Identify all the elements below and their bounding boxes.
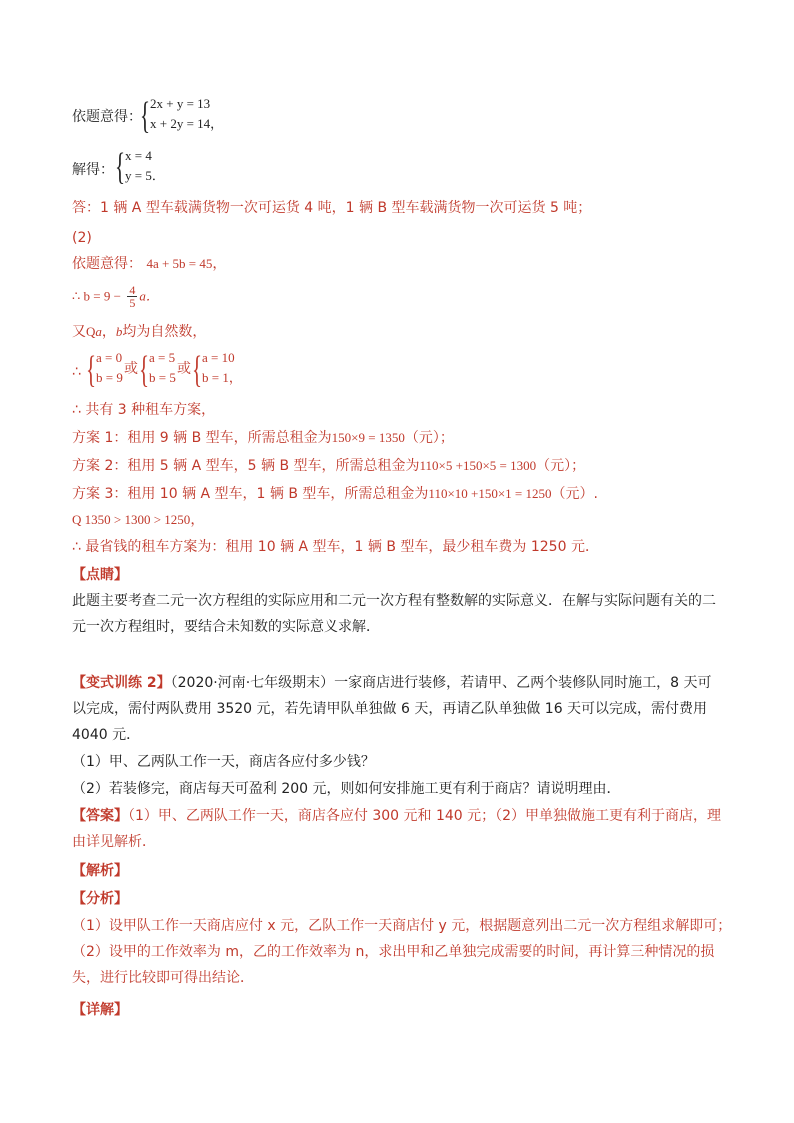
variant-answer: 【答案】（1）甲、乙两队工作一天，商店各应付 300 元和 140 元；（2）甲单独做施工更有利于商店，理由详见解析． (72, 808, 722, 850)
comparison: Q 1350 > 1300 > 1250， (72, 512, 205, 528)
cases-brace-3: { (192, 349, 203, 391)
dianjing-body: 此题主要考查二元一次方程组的实际应用和二元一次方程有整数解的实际意义．在解与实际问题有关的二元一次方程组时，要结合未知数的实际意义求解． (72, 593, 716, 635)
or-2: 或 (177, 361, 191, 377)
conclusion: ∴ 最省钱的租车方案为：租用 10 辆 A 型车，1 辆 B 型车，最少租车费为 1250 元． (72, 539, 599, 555)
plan-3: 方案 3：租用 10 辆 A 型车，1 辆 B 型车，所需总租金为110×10 +150×1 = 1250（元）. (72, 486, 598, 502)
answer-part1: 答：1 辆 A 型车载满货物一次可运货 4 吨，1 辆 B 型车载满货物一次可运货 5 吨； (72, 200, 592, 216)
therefore-symbol: ∴ (72, 364, 81, 380)
case3-b: b = 1， (202, 370, 242, 385)
question-2: （2）若装修完，商店每天可盈利 200 元，则如何安排施工更有利于商店？请说明理由． (72, 781, 621, 797)
system-brace-1: { (140, 95, 151, 137)
question-1: （1）甲、乙两队工作一天，商店各应付多少钱？ (72, 754, 375, 770)
analysis-1: （1）设甲队工作一天商店应付 x 元，乙队工作一天商店付 y 元，根据题意列出二元一次方程组求解即可； (72, 918, 732, 934)
xiangjie-title: 【详解】 (72, 1002, 128, 1018)
variant-problem: 【变式训练 2】（2020·河南·七年级期末）一家商店进行装修，若请甲、乙两个装修队同时施工，8 天可以完成，需付两队费用 3520 元，若先请甲队单独做 6 天，再请乙队单独做 16 天可以完成，需付费用 4040 元． (72, 675, 712, 743)
system-eq1: 2x + y = 13 (150, 96, 211, 111)
case2-b: b = 5 (149, 370, 176, 385)
case1-b: b = 9 (96, 370, 123, 385)
total-plans: ∴ 共有 3 种租车方案， (72, 402, 216, 418)
case1-a: a = 0 (96, 350, 123, 365)
solution-brace: { (115, 146, 126, 188)
analysis-2: （2）设甲的工作效率为 m，乙的工作效率为 n，求出甲和乙单独完成需要的时间，再计算三种情况的损失，进行比较即可得出结论． (72, 944, 715, 986)
plan-2: 方案 2：租用 5 辆 A 型车，5 辆 B 型车，所需总租金为110×5 +150×5 = 1300（元）； (72, 458, 586, 474)
cases-brace-2: { (139, 349, 150, 391)
label-jiede: 解得： (72, 162, 114, 178)
solution-y: y = 5． (125, 168, 165, 183)
cases-brace-1: { (86, 349, 97, 391)
solution-x: x = 4 (125, 148, 152, 163)
variant-tag: 【变式训练 2】 (72, 675, 171, 691)
dianjing-title: 【点睛】 (72, 567, 128, 583)
fenxi-title: 【分析】 (72, 891, 128, 907)
or-1: 或 (124, 361, 138, 377)
jiexi-title: 【解析】 (72, 863, 128, 879)
part2-natural-numbers: 又Qa，b均为自然数， (72, 324, 207, 340)
part2-b-expression: ∴ b = 9 − $\frac{4}{5}$ a． (72, 283, 159, 310)
plan-1: 方案 1：租用 9 辆 B 型车，所需总租金为150×9 = 1350（元）； (72, 430, 454, 446)
part2-index: (2) (72, 230, 92, 246)
system-eq2: x + 2y = 14， (150, 116, 224, 131)
part2-equation: 依题意得： 4a + 5b = 45， (72, 256, 227, 272)
case3-a: a = 10 (202, 350, 235, 365)
fraction-4-5: $\frac{4}{5}$ (129, 283, 136, 310)
case2-a: a = 5 (149, 350, 176, 365)
label-yiti-1: 依题意得： (72, 109, 142, 125)
